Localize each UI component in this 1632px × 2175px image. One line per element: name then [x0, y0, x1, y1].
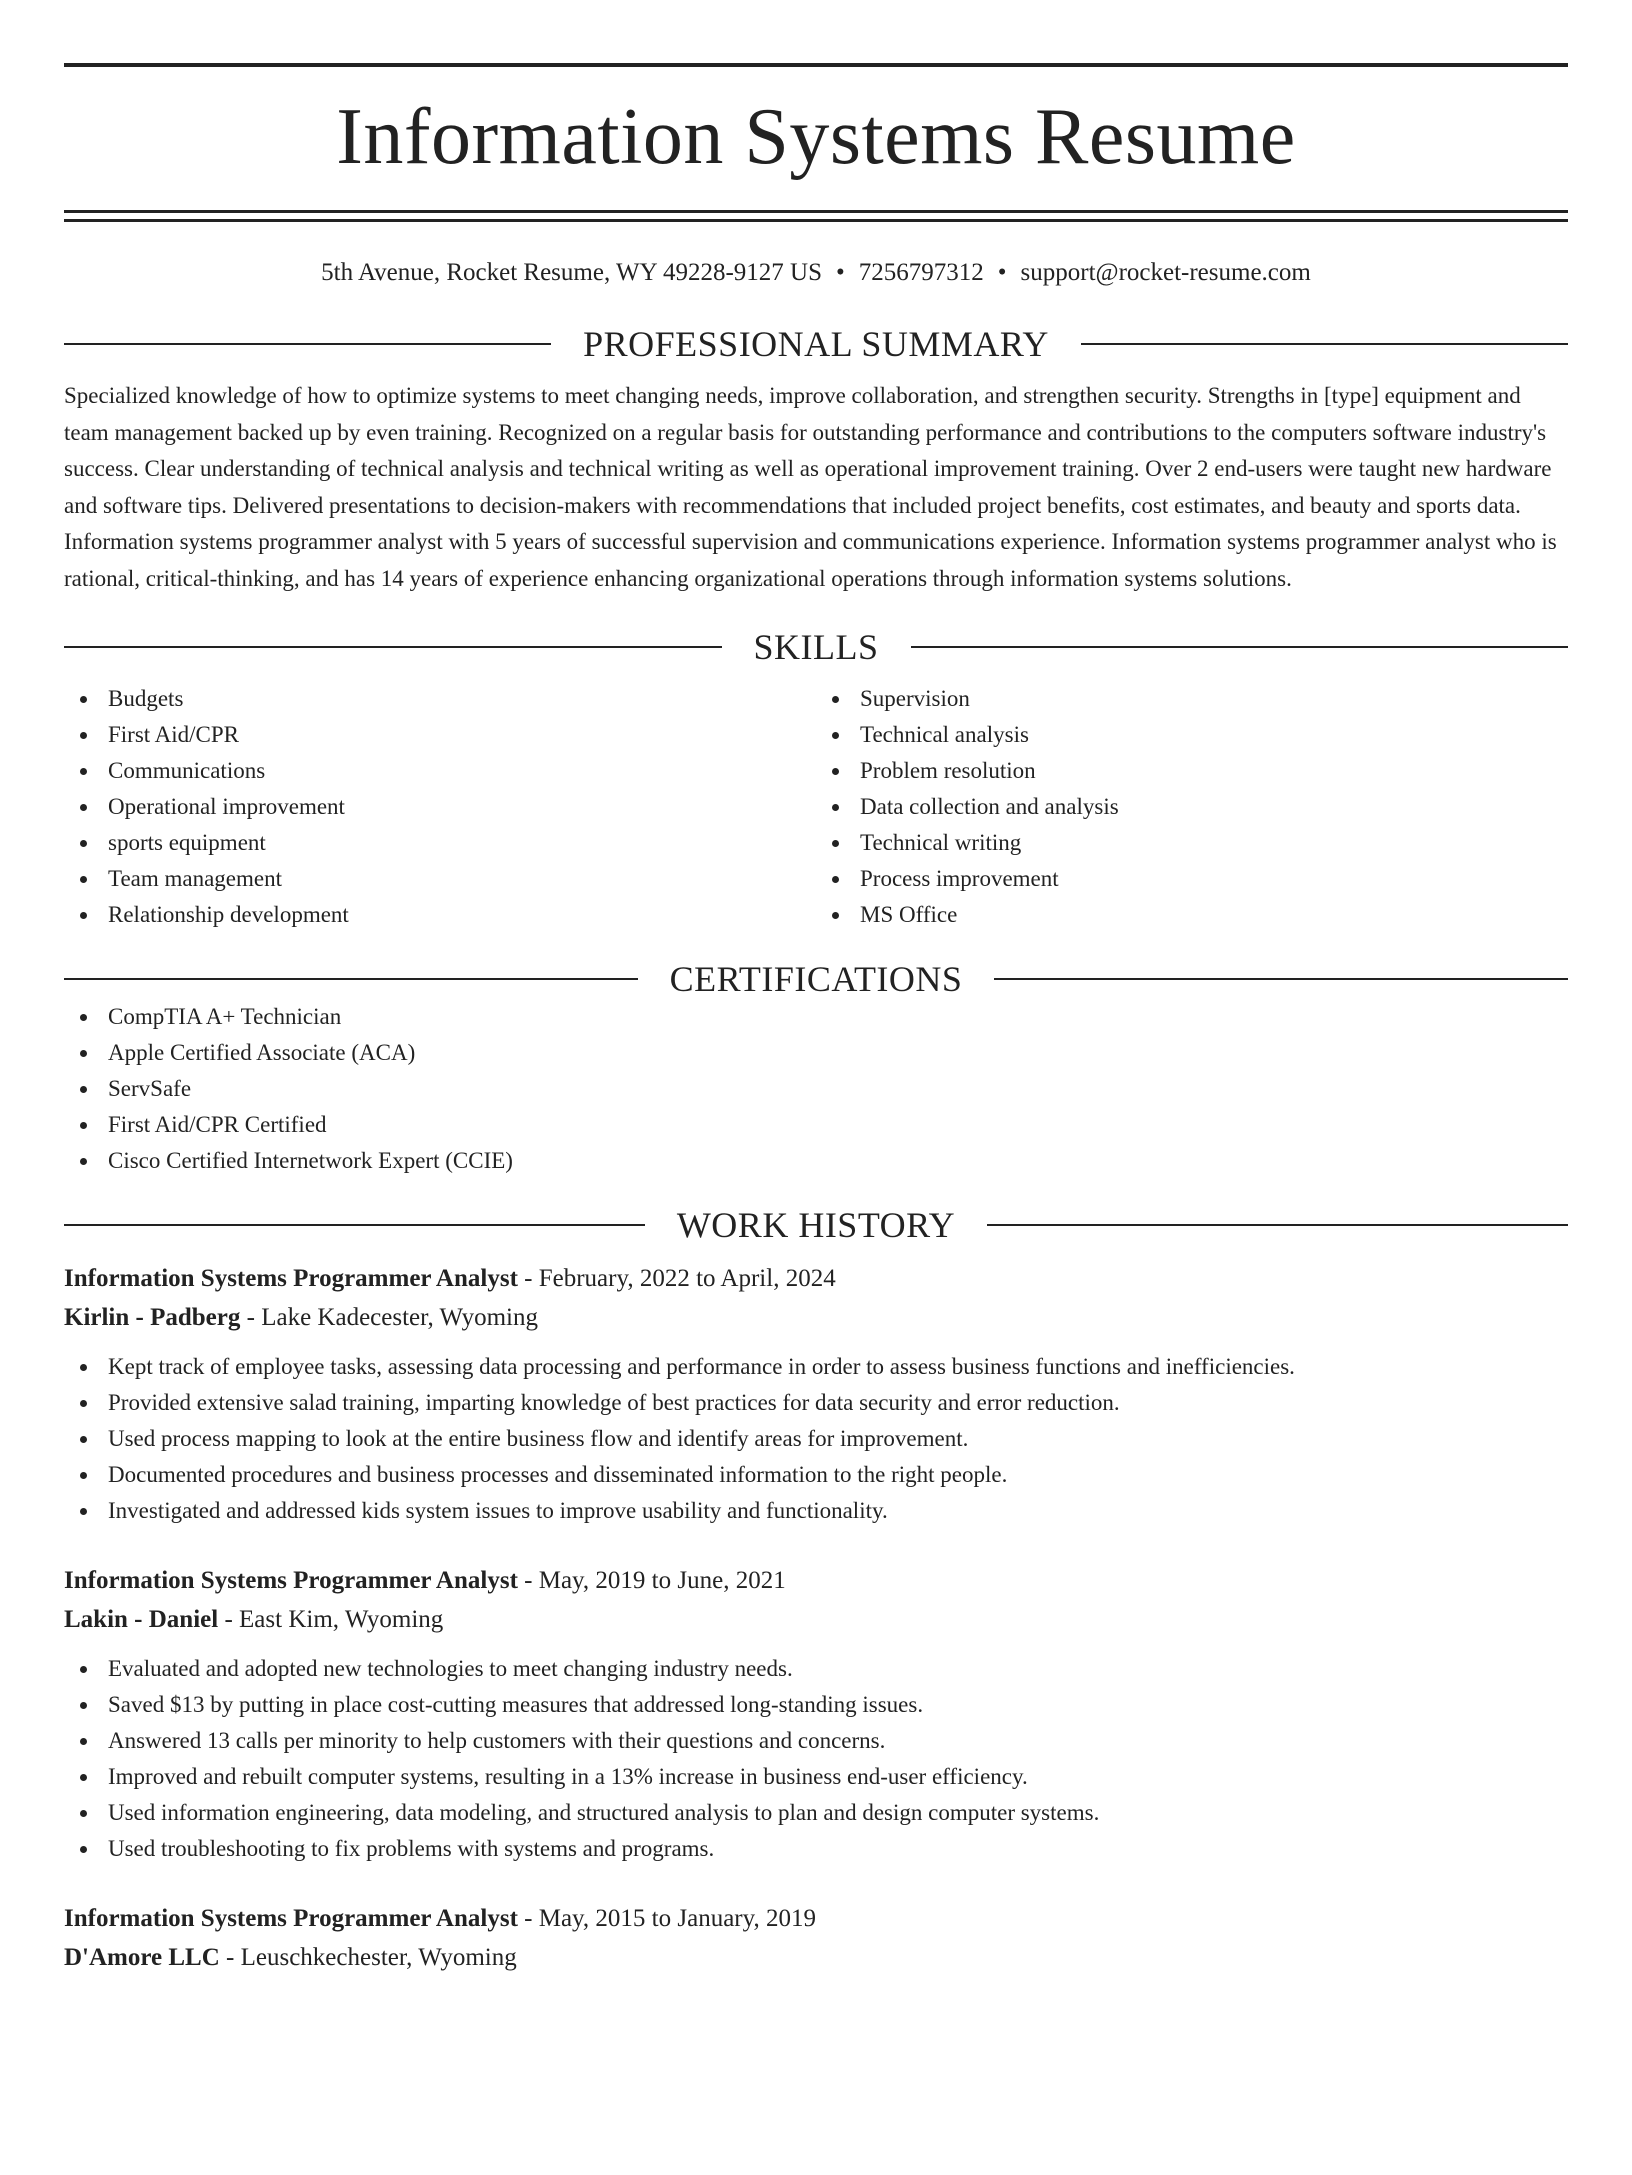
job-duty-item: Improved and rebuilt computer systems, resulting in a 13% increase in business end-user efficiency. — [64, 1759, 1568, 1795]
job-duty-item: Used process mapping to look at the entire business flow and identify areas for improvement. — [64, 1421, 1568, 1457]
heading-rule-left — [64, 1224, 645, 1226]
contact-separator: • — [997, 259, 1007, 286]
job-entry — [64, 1561, 1568, 1867]
certification-item: CompTIA A+ Technician — [64, 999, 1568, 1035]
job-title: Information Systems Programmer Analyst — [64, 1265, 518, 1292]
resume-page — [0, 63, 1632, 2175]
job-company: D'Amore LLC — [64, 1944, 220, 1971]
job-duty-item: Used information engineering, data modeling, and structured analysis to plan and design computer systems. — [64, 1795, 1568, 1831]
skill-item: Operational improvement — [64, 789, 816, 825]
certification-item: ServSafe — [64, 1071, 1568, 1107]
contact-email[interactable]: support@rocket-resume.com — [1020, 259, 1311, 286]
skill-item: Team management — [64, 861, 816, 897]
resume-title: Information Systems Resume — [336, 93, 1296, 181]
work-history-list — [64, 1259, 1568, 1977]
title-top-rule — [64, 63, 1568, 67]
contact-separator: • — [836, 259, 845, 286]
skill-item: MS Office — [816, 897, 1568, 933]
section-title: CERTIFICATIONS — [669, 959, 963, 999]
job-duty-item: Evaluated and adopted new technologies to meet changing industry needs. — [64, 1651, 1568, 1687]
heading-rule-right — [1081, 343, 1568, 345]
certification-item: First Aid/CPR Certified — [64, 1107, 1568, 1143]
skill-item: Communications — [64, 753, 816, 789]
certification-item: Apple Certified Associate (ACA) — [64, 1035, 1568, 1071]
section-title: PROFESSIONAL SUMMARY — [583, 324, 1049, 364]
job-dates: - May, 2015 to January, 2019 — [517, 1905, 817, 1932]
skills-list-right — [816, 681, 1568, 933]
job-location: - East Kim, Wyoming — [218, 1606, 444, 1633]
heading-rule-left — [64, 343, 551, 345]
title-bottom-double-rule — [64, 210, 1568, 222]
section-heading-certifications — [64, 959, 1568, 999]
job-duty-item: Kept track of employee tasks, assessing data processing and performance in order to assess business functions and inefficiencies. — [64, 1349, 1568, 1385]
section-heading-summary — [64, 324, 1568, 364]
professional-summary-text: Specialized knowledge of how to optimize systems to meet changing needs, improve collaboration, and strengthen security. Strengths in [type] equipment and team management backed up by even training. Recognized on a regular basis for outstanding performance and contributions to the computers software industry's success. Clear understanding of technical analysis and technical writing as well as operational improvement training. Over 2 end-users were taught new hardware and software tips. Delivered presentations to decision-makers with recommendations that included project benefits, cost estimates, and beauty and sports data. Information systems programmer analyst with 5 years of successful supervision and communications experience. Information systems programmer analyst who is rational, critical-thinking, and has 14 years of experience enhancing organizational operations through information systems solutions. — [64, 383, 1557, 591]
certification-item: Cisco Certified Internetwork Expert (CCIE) — [64, 1143, 1568, 1179]
section-heading-skills — [64, 627, 1568, 667]
job-duty-item: Saved $13 by putting in place cost-cutting measures that addressed long-standing issues. — [64, 1687, 1568, 1723]
contact-phone: 7256797312 — [858, 259, 984, 286]
job-dates: - May, 2019 to June, 2021 — [517, 1567, 786, 1594]
section-title: SKILLS — [753, 627, 879, 667]
job-title-line — [64, 1561, 1568, 1600]
job-company: Kirlin - Padberg — [64, 1304, 241, 1331]
job-entry — [64, 1899, 1568, 1977]
section-title: WORK HISTORY — [676, 1205, 956, 1245]
section-heading-work-history — [64, 1205, 1568, 1245]
job-title-line — [64, 1899, 1568, 1938]
heading-rule-right — [994, 978, 1568, 980]
skills-list-left — [64, 681, 816, 933]
job-duty-item: Answered 13 calls per minority to help customers with their questions and concerns. — [64, 1723, 1568, 1759]
skill-item: Problem resolution — [816, 753, 1568, 789]
skill-item: Technical analysis — [816, 717, 1568, 753]
heading-rule-left — [64, 978, 638, 980]
job-company-line — [64, 1600, 1568, 1639]
job-duty-item: Investigated and addressed kids system issues to improve usability and functionality. — [64, 1493, 1568, 1529]
skills-columns — [64, 681, 1568, 933]
job-title-line — [64, 1259, 1568, 1298]
skill-item: sports equipment — [64, 825, 816, 861]
job-entry — [64, 1259, 1568, 1529]
skill-item: Technical writing — [816, 825, 1568, 861]
job-company-line — [64, 1298, 1568, 1337]
job-company-line — [64, 1938, 1568, 1977]
job-title: Information Systems Programmer Analyst — [64, 1567, 518, 1594]
contact-line — [64, 258, 1568, 288]
job-company: Lakin - Daniel — [64, 1606, 219, 1633]
job-duty-item: Used troubleshooting to fix problems with systems and programs. — [64, 1831, 1568, 1867]
job-duty-item: Documented procedures and business processes and disseminated information to the right people. — [64, 1457, 1568, 1493]
job-duties-list — [64, 1349, 1568, 1529]
heading-rule-left — [64, 646, 722, 648]
heading-rule-right — [987, 1224, 1568, 1226]
skill-item: Supervision — [816, 681, 1568, 717]
job-location: - Leuschkechester, Wyoming — [219, 1944, 517, 1971]
job-duties-list — [64, 1651, 1568, 1867]
job-duty-item: Provided extensive salad training, imparting knowledge of best practices for data security and error reduction. — [64, 1385, 1568, 1421]
job-location: - Lake Kadecester, Wyoming — [240, 1304, 538, 1331]
contact-address: 5th Avenue, Rocket Resume, WY 49228-9127 US — [321, 259, 823, 286]
skill-item: Budgets — [64, 681, 816, 717]
job-title: Information Systems Programmer Analyst — [64, 1905, 518, 1932]
skill-item: Data collection and analysis — [816, 789, 1568, 825]
heading-rule-right — [911, 646, 1569, 648]
skill-item: Relationship development — [64, 897, 816, 933]
job-dates: - February, 2022 to April, 2024 — [517, 1265, 836, 1292]
skill-item: First Aid/CPR — [64, 717, 816, 753]
skill-item: Process improvement — [816, 861, 1568, 897]
certifications-list — [64, 999, 1568, 1179]
